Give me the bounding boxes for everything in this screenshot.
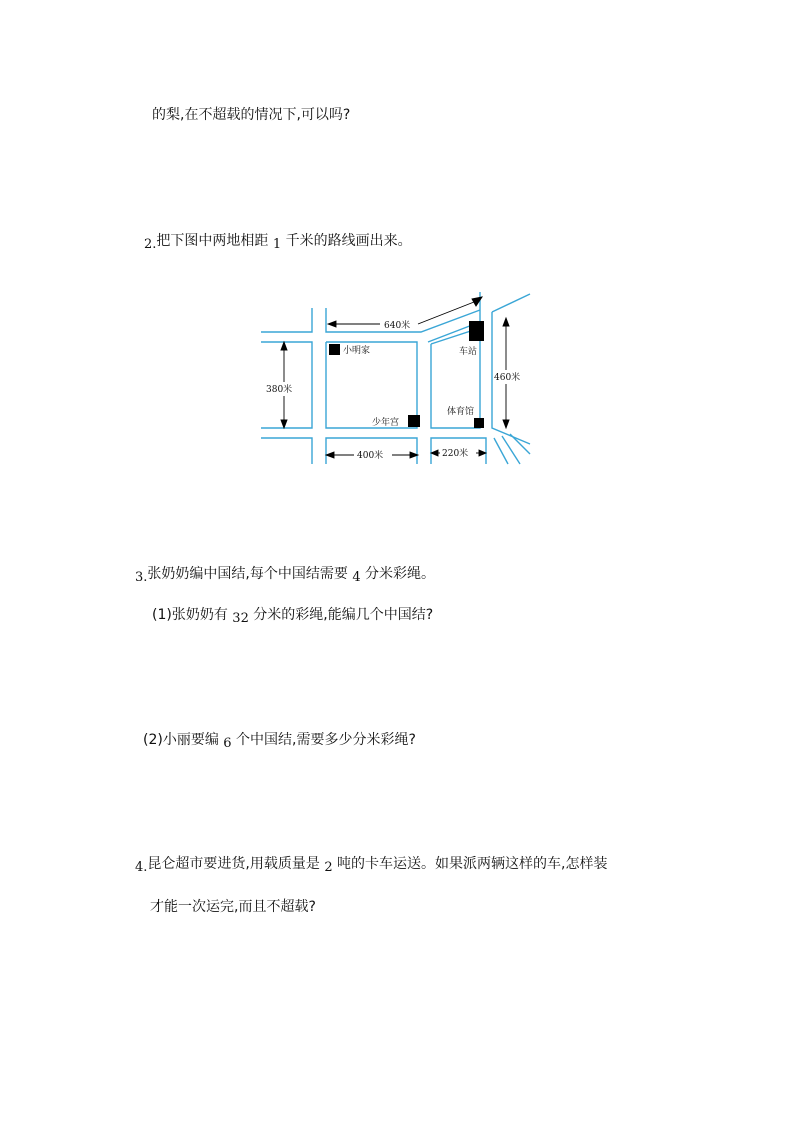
- question-4-text-b: 吨的卡车运送。如果派两辆这样的车,怎样装: [337, 856, 608, 872]
- question-2-text-a: 把下图中两地相距: [156, 233, 269, 249]
- label-distance-top: 640米: [384, 321, 411, 331]
- question-1-continuation: [152, 106, 350, 124]
- question-3-value: 4: [352, 570, 361, 585]
- question-3-part-2-label: (2): [143, 732, 163, 748]
- roads: [261, 292, 530, 464]
- distance-top-line-right: [418, 302, 474, 324]
- road-bottom-diagonal-2: [502, 436, 520, 464]
- question-3-part-2-text-a: 小丽要编: [162, 732, 219, 748]
- arrow-head-icon: [431, 450, 438, 456]
- label-youth-palace: 少年宫: [372, 418, 400, 428]
- question-3-text-b: 分米彩绳。: [365, 566, 436, 582]
- label-distance-right: 460米: [494, 373, 521, 383]
- arrow-head-icon: [328, 321, 336, 327]
- question-3-part-1-label: (1): [152, 607, 172, 623]
- question-2-value: 1: [272, 237, 282, 252]
- question-3-part-2-text-b: 个中国结,需要多少分米彩绳?: [236, 732, 416, 748]
- station-marker: [469, 321, 484, 341]
- question-3-part-2-value: 6: [223, 736, 232, 751]
- question-3-part-2: [143, 731, 416, 750]
- road-bottom-diagonal-3: [510, 434, 530, 454]
- question-1-text: 的梨,在不超载的情况下,可以吗?: [152, 107, 351, 123]
- arrow-head-icon: [326, 452, 334, 458]
- road-bottom-left: [261, 438, 312, 464]
- gym-marker: [474, 418, 484, 428]
- arrow-head-icon: [281, 420, 287, 428]
- question-4-line-2: 才能一次运完,而且不超载?: [150, 899, 316, 915]
- question-4-text-a: 昆仑超市要进货,用载质量是: [147, 856, 320, 872]
- question-3-part-1: [152, 606, 433, 625]
- question-3-text-a: 张奶奶编中国结,每个中国结需要: [147, 566, 348, 582]
- road-top-left: [261, 308, 312, 332]
- question-3-part-1-value: 32: [232, 611, 249, 626]
- label-distance-bottom-left: 400米: [357, 451, 384, 461]
- arrow-head-icon: [503, 420, 509, 428]
- arrow-head-icon: [281, 342, 287, 350]
- question-2: [144, 232, 412, 251]
- question-4-continuation: [150, 898, 316, 916]
- label-xiaoming-home: 小明家: [343, 346, 371, 356]
- question-4-number: 4.: [135, 860, 148, 875]
- label-station: 车站: [459, 347, 478, 357]
- question-3: [135, 565, 435, 584]
- arrow-head-icon: [503, 318, 509, 326]
- question-3-number: 3.: [135, 570, 148, 585]
- label-gym: 体育馆: [447, 407, 475, 417]
- label-distance-left: 380米: [266, 385, 293, 395]
- arrow-head-icon: [479, 450, 486, 456]
- question-4: [135, 855, 608, 874]
- question-2-text-b: 千米的路线画出来。: [285, 233, 412, 249]
- road-diagonal-outer: [492, 294, 530, 312]
- youth-palace-marker: [408, 415, 420, 427]
- route-map: [258, 284, 538, 474]
- question-2-number: 2.: [144, 237, 157, 252]
- xiaoming-home-marker: [329, 344, 340, 355]
- question-4-value: 2: [324, 860, 333, 875]
- question-3-part-1-text-a: 张奶奶有: [171, 607, 228, 623]
- label-distance-bottom-right: 220米: [442, 449, 469, 459]
- question-3-part-1-text-b: 分米的彩绳,能编几个中国结?: [253, 607, 434, 623]
